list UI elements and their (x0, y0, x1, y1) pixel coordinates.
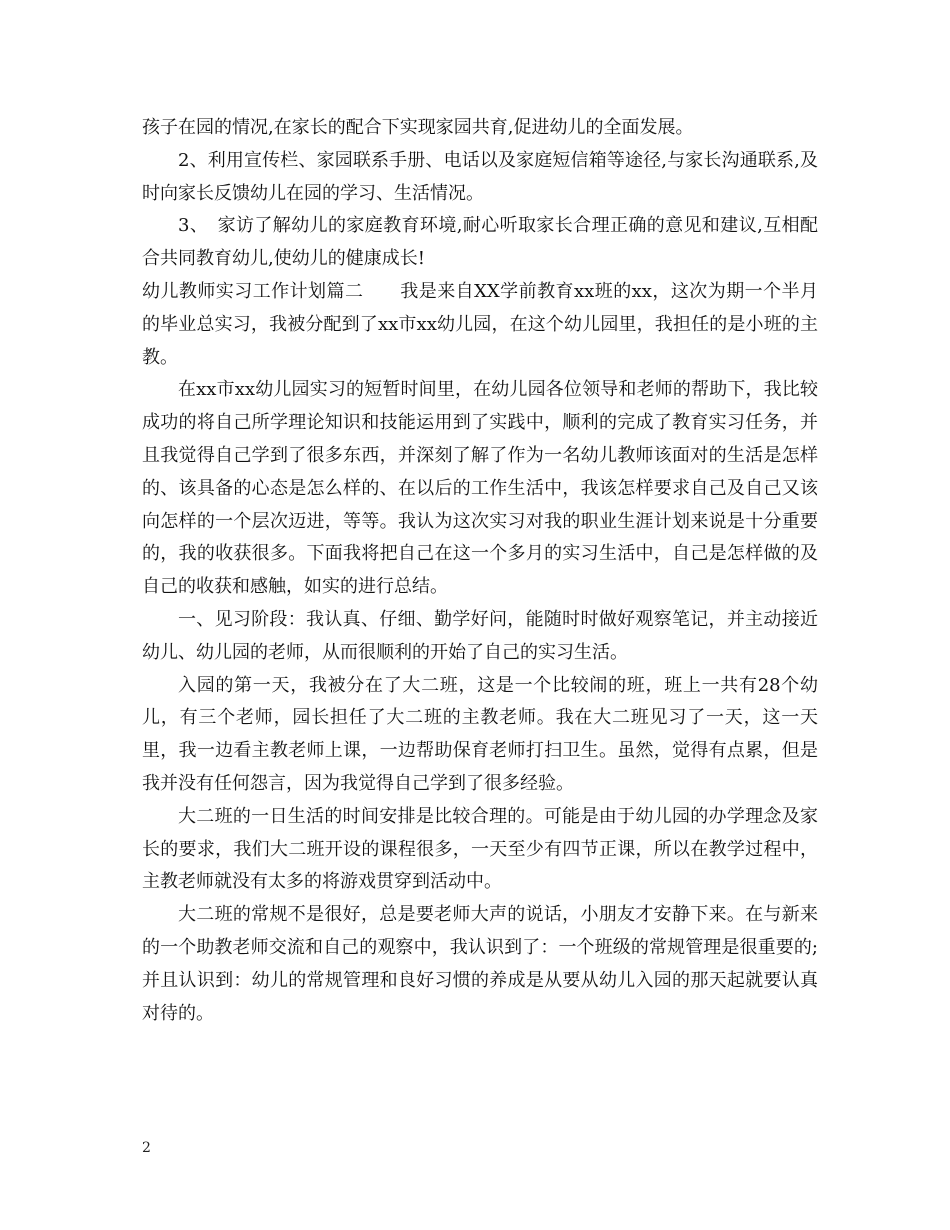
paragraph-8: 大二班的一日生活的时间安排是比较合理的。可能是由于幼儿园的办学理念及家长的要求，我们大二班开设的课程很多，一天至少有四节正课，所以在教学过程中，主教老师就没有太多的将游戏贯穿到活动中。 (142, 805, 818, 893)
page-number: 2 (142, 1140, 151, 1156)
paragraph-5: 在xx市xx幼儿园实习的短暂时间里，在幼儿园各位领导和老师的帮助下，我比较成功的将自己所学理论知识和技能运用到了实践中，顺利的完成了教育实习任务，并且我觉得自己学到了很多东西，并深刻了解了作为一名幼儿教师该面对的生活是怎样的、该具备的心态是怎么样的、在以后的工作生活中，我该怎样要求自己及自己又该向怎样的一个层次迈进，等等。我认为这次实习对我的职业生涯计划来说是十分重要的，我的收获很多。下面我将把自己在这一个多月的实习生活中，自己是怎样做的及自己的收获和感触，如实的进行总结。 (142, 379, 818, 598)
paragraph-9: 大二班的常规不是很好，总是要老师大声的说话，小朋友才安静下来。在与新来的一个助教老师交流和自己的观察中，我认识到了：一个班级的常规管理是很重要的;并且认识到：幼儿的常规管理和良好习惯的养成是从要从幼儿入园的那天起就要认真对待的。 (142, 904, 818, 1024)
paragraph-7: 入园的第一天，我被分在了大二班，这是一个比较闹的班，班上一共有28个幼儿，有三个老师，园长担任了大二班的主教老师。我在大二班见习了一天，这一天里，我一边看主教老师上课，一边帮助保育老师打扫卫生。虽然，觉得有点累，但是我并没有任何怨言，因为我觉得自己学到了很多经验。 (142, 674, 818, 794)
paragraph-3: 3、 家访了解幼儿的家庭教育环境,耐心听取家长合理正确的意见和建议,互相配合共同教育幼儿,使幼儿的健康成长! (142, 215, 818, 270)
paragraph-6: 一、见习阶段：我认真、仔细、勤学好问，能随时时做好观察笔记，并主动接近幼儿、幼儿园的老师，从而很顺利的开始了自己的实习生活。 (142, 608, 818, 663)
paragraph-4: 幼儿教师实习工作计划篇二 我是来自XX学前教育xx班的xx，这次为期一个半月的毕业总实习，我被分配到了xx市xx幼儿园，在这个幼儿园里，我担任的是小班的主教。 (142, 280, 818, 368)
paragraph-2: 2、利用宣传栏、家园联系手册、电话以及家庭短信箱等途径,与家长沟通联系,及时向家长反馈幼儿在园的学习、生活情况。 (142, 149, 818, 204)
document-body (142, 112, 818, 1030)
paragraph-1: 孩子在园的情况,在家长的配合下实现家园共育,促进幼儿的全面发展。 (142, 117, 694, 138)
